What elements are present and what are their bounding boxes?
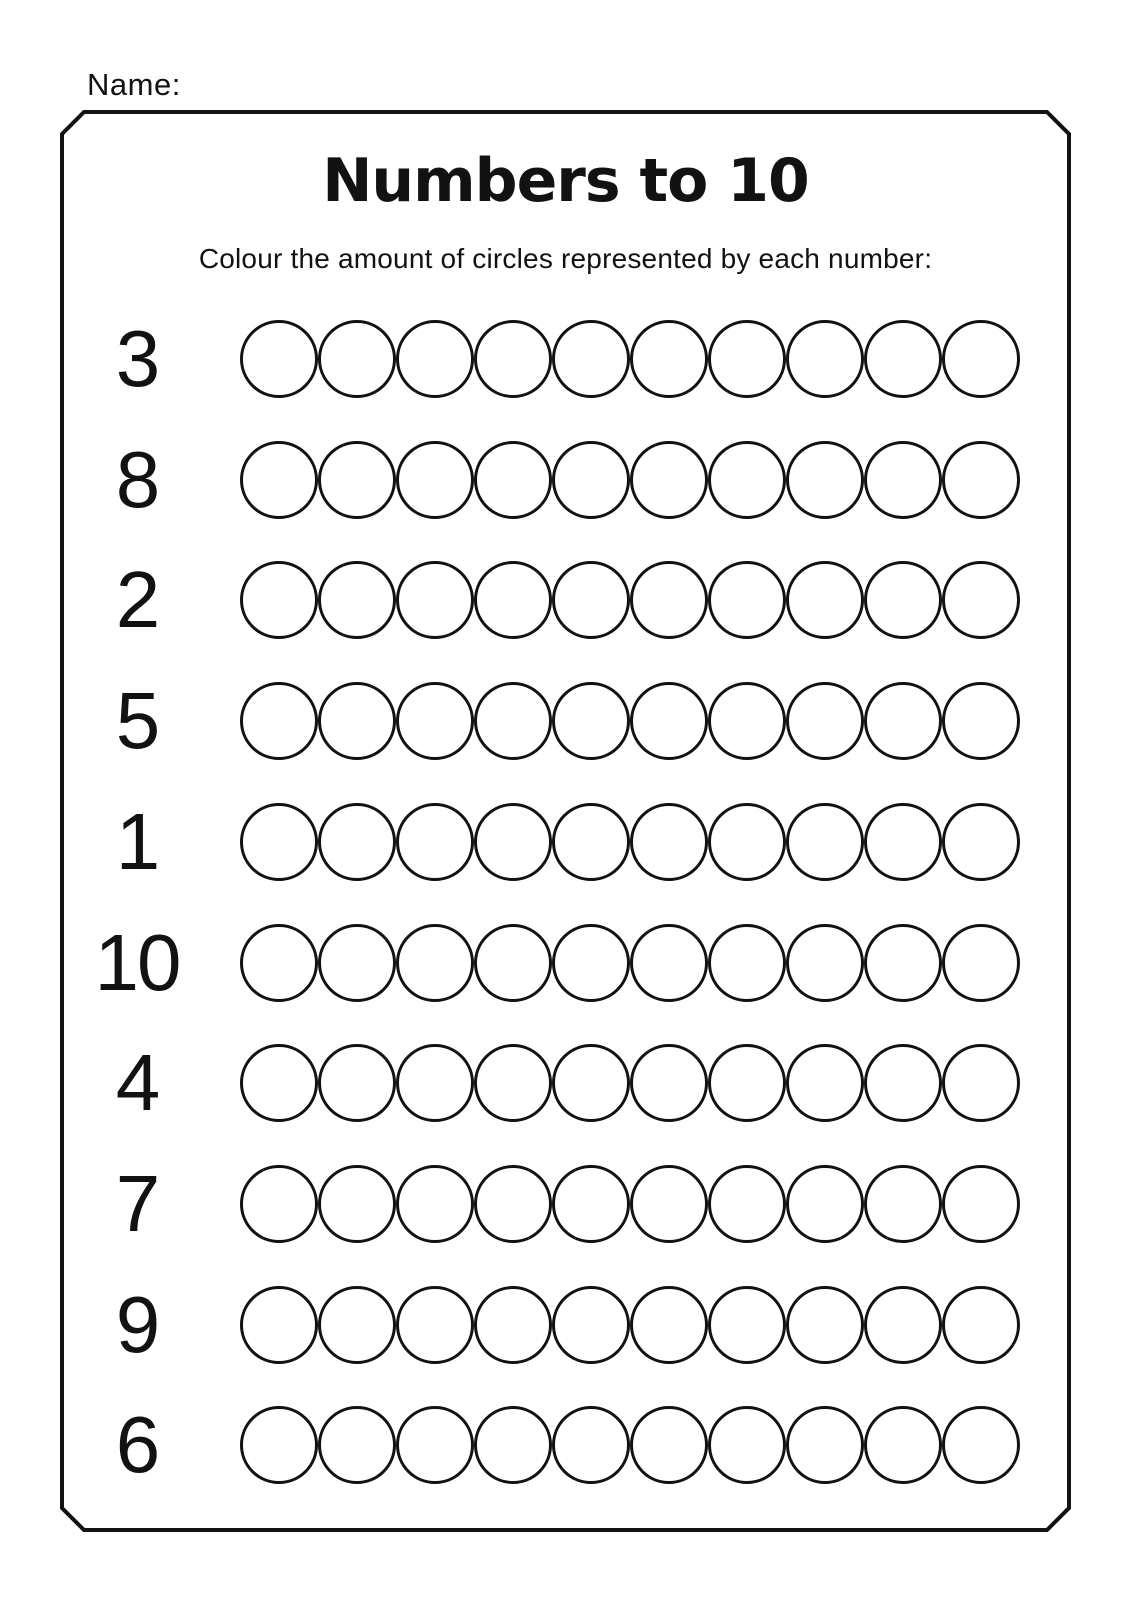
colour-circle[interactable] <box>786 924 864 1002</box>
colour-circle[interactable] <box>396 682 474 760</box>
row-circles <box>240 803 1018 881</box>
colour-circle[interactable] <box>240 320 318 398</box>
colour-circle[interactable] <box>396 561 474 639</box>
colour-circle[interactable] <box>786 682 864 760</box>
worksheet-row <box>0 1156 1131 1252</box>
colour-circle[interactable] <box>864 1044 942 1122</box>
colour-circle[interactable] <box>474 1044 552 1122</box>
row-circles <box>240 1044 1018 1122</box>
row-circles <box>240 924 1018 1002</box>
worksheet-row <box>0 311 1131 407</box>
colour-circle[interactable] <box>864 924 942 1002</box>
colour-circle[interactable] <box>942 682 1020 760</box>
colour-circle[interactable] <box>708 1165 786 1243</box>
colour-circle[interactable] <box>786 1044 864 1122</box>
colour-circle[interactable] <box>396 1165 474 1243</box>
colour-circle[interactable] <box>474 320 552 398</box>
row-number: 3 <box>115 314 159 403</box>
colour-circle[interactable] <box>942 1286 1020 1364</box>
colour-circle[interactable] <box>864 320 942 398</box>
colour-circle[interactable] <box>318 1044 396 1122</box>
colour-circle[interactable] <box>552 561 630 639</box>
colour-circle[interactable] <box>474 682 552 760</box>
colour-circle[interactable] <box>942 1406 1020 1484</box>
colour-circle[interactable] <box>552 320 630 398</box>
colour-circle[interactable] <box>630 441 708 519</box>
colour-circle[interactable] <box>864 1286 942 1364</box>
colour-circle[interactable] <box>318 320 396 398</box>
colour-circle[interactable] <box>708 1044 786 1122</box>
colour-circle[interactable] <box>474 924 552 1002</box>
colour-circle[interactable] <box>396 320 474 398</box>
worksheet-row <box>0 915 1131 1011</box>
colour-circle[interactable] <box>552 1406 630 1484</box>
colour-circle[interactable] <box>318 441 396 519</box>
colour-circle[interactable] <box>240 1044 318 1122</box>
row-circles <box>240 441 1018 519</box>
colour-circle[interactable] <box>942 924 1020 1002</box>
colour-circle[interactable] <box>708 561 786 639</box>
row-circles <box>240 1165 1018 1243</box>
row-number: 5 <box>115 676 159 765</box>
colour-circle[interactable] <box>318 803 396 881</box>
colour-circle[interactable] <box>552 441 630 519</box>
colour-circle[interactable] <box>630 1286 708 1364</box>
colour-circle[interactable] <box>630 1406 708 1484</box>
colour-circle[interactable] <box>864 1165 942 1243</box>
colour-circle[interactable] <box>630 682 708 760</box>
colour-circle[interactable] <box>240 1406 318 1484</box>
colour-circle[interactable] <box>630 924 708 1002</box>
colour-circle[interactable] <box>240 1165 318 1243</box>
colour-circle[interactable] <box>474 1165 552 1243</box>
colour-circle[interactable] <box>240 803 318 881</box>
worksheet-row <box>0 1277 1131 1373</box>
colour-circle[interactable] <box>396 1044 474 1122</box>
worksheet-row <box>0 552 1131 648</box>
colour-circle[interactable] <box>474 441 552 519</box>
colour-circle[interactable] <box>942 1165 1020 1243</box>
colour-circle[interactable] <box>942 561 1020 639</box>
colour-circle[interactable] <box>708 682 786 760</box>
colour-circle[interactable] <box>474 1406 552 1484</box>
colour-circle[interactable] <box>864 561 942 639</box>
colour-circle[interactable] <box>318 1165 396 1243</box>
colour-circle[interactable] <box>396 1286 474 1364</box>
colour-circle[interactable] <box>786 441 864 519</box>
row-number: 7 <box>115 1159 159 1248</box>
colour-circle[interactable] <box>396 1406 474 1484</box>
colour-circle[interactable] <box>708 320 786 398</box>
colour-circle[interactable] <box>786 320 864 398</box>
colour-circle[interactable] <box>240 682 318 760</box>
colour-circle[interactable] <box>942 320 1020 398</box>
colour-circle[interactable] <box>786 1286 864 1364</box>
name-label: Name: <box>87 67 181 102</box>
colour-circle[interactable] <box>864 1406 942 1484</box>
colour-circle[interactable] <box>318 1406 396 1484</box>
colour-circle[interactable] <box>630 1044 708 1122</box>
row-number: 6 <box>115 1400 159 1489</box>
row-number: 4 <box>115 1038 159 1127</box>
colour-circle[interactable] <box>630 803 708 881</box>
worksheet-row <box>0 1035 1131 1131</box>
colour-circle[interactable] <box>552 803 630 881</box>
colour-circle[interactable] <box>630 561 708 639</box>
colour-circle[interactable] <box>708 803 786 881</box>
colour-circle[interactable] <box>396 924 474 1002</box>
row-circles <box>240 1286 1018 1364</box>
colour-circle[interactable] <box>396 441 474 519</box>
colour-circle[interactable] <box>474 561 552 639</box>
colour-circle[interactable] <box>240 1286 318 1364</box>
row-circles <box>240 561 1018 639</box>
colour-circle[interactable] <box>942 1044 1020 1122</box>
colour-circle[interactable] <box>864 682 942 760</box>
colour-circle[interactable] <box>630 320 708 398</box>
colour-circle[interactable] <box>864 803 942 881</box>
colour-circle[interactable] <box>786 803 864 881</box>
row-number: 2 <box>115 555 159 644</box>
colour-circle[interactable] <box>942 441 1020 519</box>
row-number: 8 <box>115 435 159 524</box>
colour-circle[interactable] <box>942 803 1020 881</box>
colour-circle[interactable] <box>240 441 318 519</box>
colour-circle[interactable] <box>708 1286 786 1364</box>
worksheet-row <box>0 432 1131 528</box>
colour-circle[interactable] <box>708 1406 786 1484</box>
colour-circle[interactable] <box>708 441 786 519</box>
row-number: 1 <box>115 797 159 886</box>
colour-circle[interactable] <box>864 441 942 519</box>
colour-circle[interactable] <box>240 924 318 1002</box>
colour-circle[interactable] <box>474 1286 552 1364</box>
worksheet-title: Numbers to 10 <box>322 146 809 216</box>
colour-circle[interactable] <box>786 1406 864 1484</box>
colour-circle[interactable] <box>708 924 786 1002</box>
colour-circle[interactable] <box>552 924 630 1002</box>
colour-circle[interactable] <box>318 561 396 639</box>
colour-circle[interactable] <box>396 803 474 881</box>
colour-circle[interactable] <box>786 1165 864 1243</box>
worksheet-row <box>0 673 1131 769</box>
colour-circle[interactable] <box>318 682 396 760</box>
colour-circle[interactable] <box>552 682 630 760</box>
colour-circle[interactable] <box>786 561 864 639</box>
row-number: 9 <box>115 1280 159 1369</box>
worksheet-instruction: Colour the amount of circles represented by each number: <box>198 243 933 274</box>
colour-circle[interactable] <box>318 1286 396 1364</box>
colour-circle[interactable] <box>240 561 318 639</box>
row-circles <box>240 682 1018 760</box>
row-number: 10 <box>94 918 180 1007</box>
colour-circle[interactable] <box>630 1165 708 1243</box>
colour-circle[interactable] <box>552 1044 630 1122</box>
colour-circle[interactable] <box>552 1165 630 1243</box>
worksheet-row <box>0 1397 1131 1493</box>
row-circles <box>240 1406 1018 1484</box>
row-circles <box>240 320 1018 398</box>
colour-circle[interactable] <box>552 1286 630 1364</box>
colour-circle[interactable] <box>318 924 396 1002</box>
worksheet-row <box>0 794 1131 890</box>
colour-circle[interactable] <box>474 803 552 881</box>
